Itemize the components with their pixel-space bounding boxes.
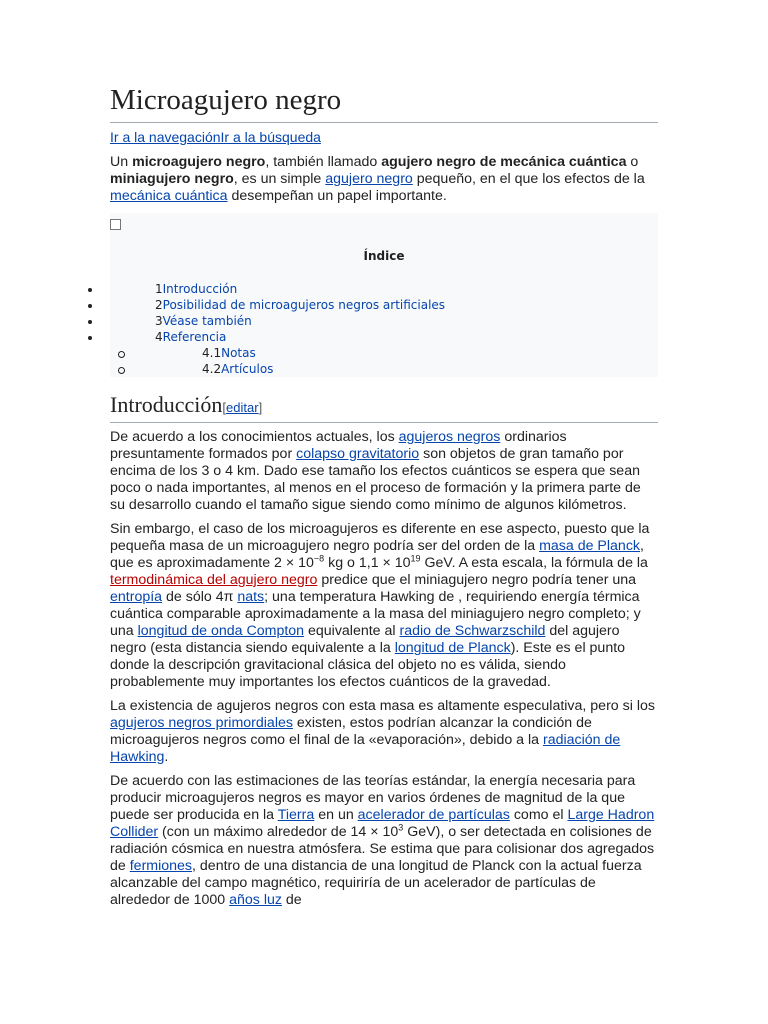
jump-to-navigation-link[interactable]: Ir a la navegación [110,129,221,145]
paragraph-4 [110,773,658,909]
toc-subitem[interactable] [0,361,768,377]
text: ; una temperatura Hawking de , requiriendo energía térmica cuántica comparable aproximadamente a la masa del miniagujero negro completo; y una [110,589,641,639]
toc-number: 3 [155,314,163,328]
link-masa-de-planck[interactable]: masa de Planck [539,538,641,554]
link-radio-schwarzschild[interactable]: radio de Schwarzschild [399,623,546,639]
bullet-icon [88,304,92,308]
text: del agujero negro (esta distancia siendo equivalente a la [110,623,620,656]
text: , también llamado [265,154,382,170]
edit-section [222,400,262,415]
toc-link-posibilidad[interactable]: Posibilidad de microagujeros negros artificiales [162,298,446,312]
text: GeV), o ser detectada en colisiones de radiación cósmica en nuestra atmósfera. Se estima que para colisionar dos agregados de [110,824,655,874]
toc-number: 4.2 [202,362,222,376]
text: (con un máximo alrededor de 14 × 10 [158,824,399,840]
section-heading-introduccion [110,391,658,423]
text: en un [314,807,358,823]
bullet-icon [88,320,92,324]
bullet-icon [118,351,125,358]
toc-link-articulos[interactable]: Artículos [221,362,274,376]
article [110,78,658,909]
link-entropia[interactable]: entropía [110,589,163,605]
text: . [164,749,169,765]
toc-title: Índice [363,249,405,263]
toc-item[interactable] [0,313,768,329]
link-anos-luz[interactable]: años luz [229,892,282,908]
bullet-icon [88,336,92,340]
text: De acuerdo con las estimaciones de las teorías estándar, la energía necesaria para producir microagujeros negros es mayor en varios órdenes de magnitud de la que puede ser producida en la [110,773,636,823]
toc-link-notas[interactable]: Notas [221,346,256,360]
section-body [110,429,658,909]
link-termodinamica-agujero-negro[interactable]: termodinámica del agujero negro [110,572,318,588]
toc-list [0,281,768,377]
bracket: [ [222,400,227,415]
toc-number: 1 [155,282,163,296]
link-agujeros-negros-primordiales[interactable]: agujeros negros primordiales [110,715,293,731]
text: GeV. A esta escala, la fórmula de la [420,555,648,571]
paragraph-2 [110,521,658,691]
term-bold: agujero negro de mecánica cuántica [381,154,627,170]
superscript: 19 [410,553,421,564]
toc-number: 2 [155,298,163,312]
link-longitud-onda-compton[interactable]: longitud de onda Compton [137,623,305,639]
link-radiacion-de-hawking[interactable]: radiación de Hawking [110,732,621,765]
link-agujeros-negros[interactable]: agujeros negros [398,429,501,445]
table-of-contents [110,213,658,377]
text: Sin embargo, el caso de los microagujeros es diferente en ese aspecto, puesto que la pequeña masa de un microagujero negro podría ser del orden de la [110,521,650,554]
link-mecanica-cuantica[interactable]: mecánica cuántica [110,188,228,204]
text: desempeñan un papel importante. [227,188,447,204]
toc-subitem[interactable] [0,345,768,361]
bullet-icon [88,288,92,292]
toc-toggle-checkbox[interactable] [110,219,121,230]
edit-section-link[interactable]: editar [226,400,259,415]
paragraph-3 [110,698,658,766]
text: existen, estos podrían alcanzar la condición de microagujeros negros como el final de la «evaporación», debido a la [110,715,592,748]
superscript: −8 [313,553,325,564]
link-acelerador-de-particulas[interactable]: acelerador de partículas [357,807,510,823]
toc-item[interactable] [0,281,768,297]
link-colapso-gravitatorio[interactable]: colapso gravitatorio [296,446,420,462]
text: de sólo 4π [162,589,238,605]
link-nats[interactable]: nats [237,589,265,605]
section-heading-text: Introducción [110,392,223,417]
toc-item[interactable] [0,297,768,313]
text: de [281,892,302,908]
text: Un [110,154,133,170]
toc-link-introduccion[interactable]: Introducción [162,282,238,296]
link-large-hadron-collider[interactable]: Large Hadron Collider [110,807,655,840]
toc-link-vease-tambien[interactable]: Véase también [162,314,252,328]
text: ). Este es el punto donde la descripción gravitacional clásica del objeto no es válida, siendo probablemente muy importantes los efectos cuánticos de la gravedad. [110,640,626,690]
bullet-icon [118,367,125,374]
text: equivalente al [304,623,400,639]
link-longitud-de-planck[interactable]: longitud de Planck [394,640,511,656]
toc-number: 4.1 [202,346,222,360]
text: kg o 1,1 × 10 [324,555,411,571]
term-bold: miniagujero negro [110,171,234,187]
superscript: 3 [398,822,404,833]
text: predice que el miniagujero negro podría tener una [317,572,637,588]
text: ordinarios presuntamente formados por [110,429,567,462]
text: De acuerdo a los conocimientos actuales, los [110,429,399,445]
term-bold: microagujero negro [132,154,266,170]
page-title: Microagujero negro [110,78,658,123]
text: pequeño, en el que los efectos de la [412,171,645,187]
link-tierra[interactable]: Tierra [277,807,315,823]
text: o [626,154,639,170]
link-agujero-negro[interactable]: agujero negro [325,171,413,187]
toc-number: 4 [155,330,163,344]
intro-paragraph [110,154,658,205]
text: La existencia de agujeros negros con esta masa es altamente especulativa, pero si los [110,698,655,714]
link-fermiones[interactable]: fermiones [129,858,193,874]
paragraph-1 [110,429,658,514]
jump-links [110,128,658,146]
text: son objetos de gran tamaño por encima de los 3 o 4 km. Dado ese tamaño los efectos cuánticos se espera que sean poco o nada importantes, al menos en el proceso de formación y la primera parte de su desarrollo cuando el tamaño sigue siendo como mínimo de algunos kilómetros. [110,446,641,513]
bracket: ] [258,400,263,415]
toc-link-referencia[interactable]: Referencia [162,330,227,344]
text: , que es aproximadamente 2 × 10 [110,538,644,571]
text: , dentro de una distancia de una longitud de Planck con la actual fuerza alcanzable del campo magnético, requiriría de un acelerador de partículas de alrededor de 1000 [110,858,642,908]
jump-to-search-link[interactable]: Ir a la búsqueda [220,129,321,145]
toc-item[interactable] [0,329,768,345]
text: , es un simple [233,171,326,187]
text: como el [509,807,568,823]
